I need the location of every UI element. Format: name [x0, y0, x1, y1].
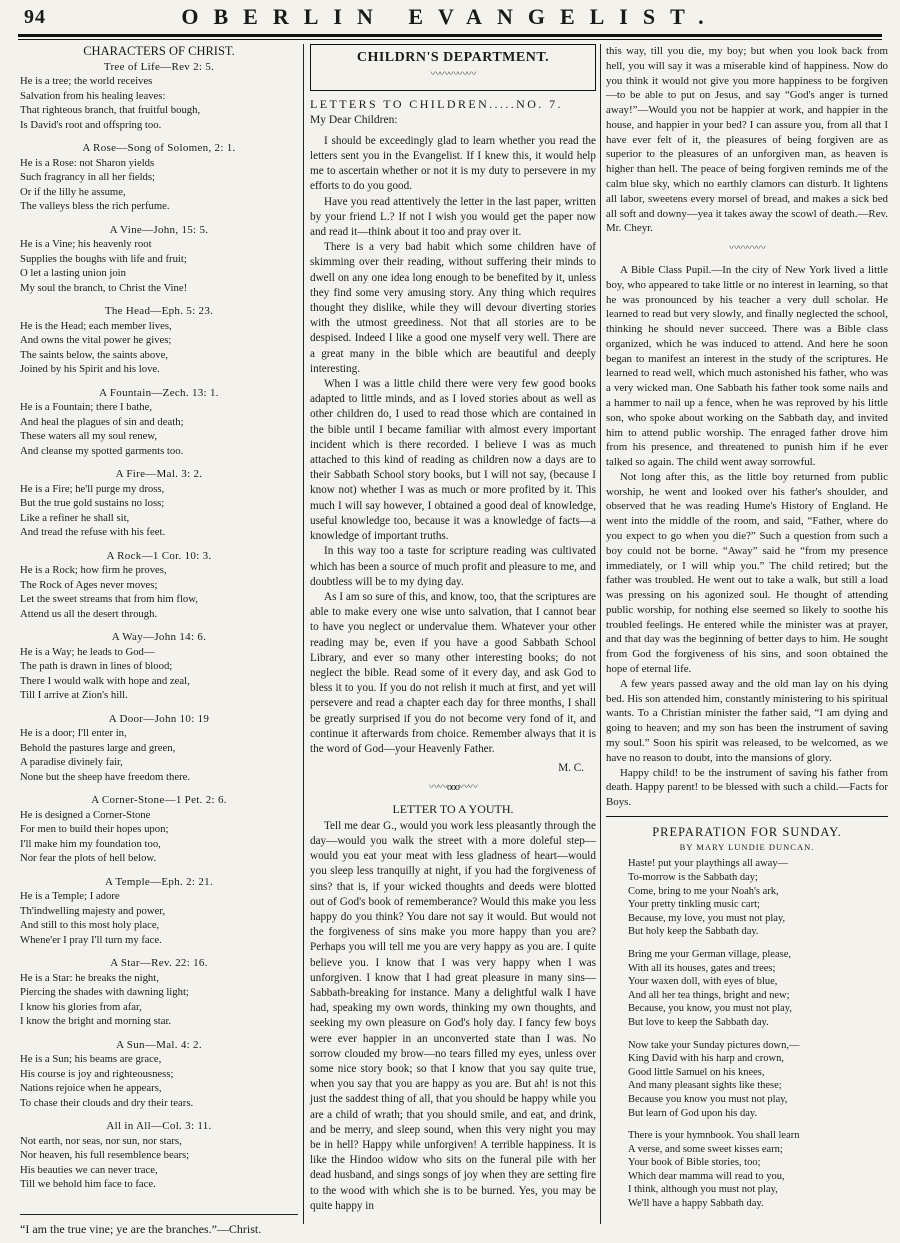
poem-line: I know his glories from afar, [20, 1000, 142, 1013]
poem-reference: A Door—John 10: 19 [108, 712, 210, 725]
poem-line: He is a Vine; his heavenly root [20, 238, 152, 250]
paragraph: In this way too a taste for scripture reading was cultivated which has been a source of much profit and pleasure to me, and doubtless will be to my dying day. [310, 545, 596, 588]
poem-reference: A Sun—Mal. 4: 2. [116, 1038, 202, 1051]
stanza [628, 948, 888, 1030]
youth-letter-body [310, 819, 596, 1214]
poem-line: Nor fear the plots of hell below. [20, 852, 157, 864]
stanza-line: But love to keep the Sabbath day. [628, 1016, 769, 1028]
preparation-author: BY MARY LUNDIE DUNCAN. [679, 841, 815, 852]
stanza-line: Now take your Sunday pictures down,— [628, 1039, 800, 1051]
poem-line: I know the bright and morning star. [20, 1015, 172, 1027]
poem-line: He is designed a Corner-Stone [20, 808, 151, 821]
poem-stanza [20, 712, 298, 785]
paragraph: There is a very bad habit which some children have of skimming over their reading, without suffering their minds to dwell on any one idea long enough to be benefited by it, unless they find some very amusing story. Any thing which requires thought they dislike, while they will devour diverting stories with the utmost greediness. Not that all stories are to be despised. Indeed I like a good one myself very well. There are a great many in the bible which are beautiful and deeply interesting. [310, 241, 596, 375]
stanza-line: Because, you know, you must not play, [628, 1003, 792, 1015]
signature: M. C. [558, 762, 584, 775]
poem-line: His beauties we can never trace, [20, 1163, 158, 1176]
paragraph: Have you read attentively the letter in the last paper, written by your friend L.? If not I wish you would get the paper now and read it—think about it too and pray over it. [310, 195, 596, 239]
stanza-line: I think, although you must not play, [628, 1184, 778, 1196]
poem-line: And still to this most holy place, [20, 919, 160, 931]
poem-line: Salvation from his healing leaves: [20, 89, 166, 102]
header-rule-thin [18, 39, 882, 40]
preparation-title: PREPARATION FOR SUNDAY. [652, 824, 842, 839]
stanza-line: Bring me your German village, please, [628, 948, 791, 960]
poem-line: Joined by his Spirit and his love. [20, 363, 160, 375]
paragraph: I should be exceedingly glad to learn whether you read the letters sent you in the Evangelist. If I knew this, it would help me to ascertain whether or not it is my duty to persevere in my efforts to do you good. [310, 134, 596, 193]
stanza [628, 1129, 888, 1211]
poem-line: None but the sheep have freedom there. [20, 770, 191, 783]
poem-stanza [20, 875, 298, 948]
poem-line: And tread the refuse with his feet. [20, 526, 166, 538]
footer-rule [20, 1214, 298, 1215]
preparation-poem [606, 816, 888, 1211]
poem-line: My soul the branch, to Christ the Vine! [20, 281, 188, 294]
poem-line: These waters all my soul renew, [20, 430, 158, 442]
stanza-line: Come, bring to me your Noah's ark, [628, 885, 779, 897]
column-poem [20, 44, 298, 1201]
poem-line: He is a door; I'll enter in, [20, 727, 127, 739]
page-number: 94 [24, 6, 46, 28]
poem-stanza [20, 793, 298, 866]
stanza-line: Your pretty tinkling music cart; [628, 899, 760, 911]
poem-stanza [20, 549, 298, 622]
poem-stanza [20, 467, 298, 540]
column-childrens [310, 44, 596, 1214]
paragraph: Not long after this, as the little boy returned from public worship, he went and looked over his father's shoulder, and observed that he was reading Hume's History of England. He went into the middle of the room, and said, “Father, where do you expect to go when you die?” Such a question from such a boy could not be borne. “Away” said he “from my presence immediately, or I will whip you.” The child retired; but the father was troubled. He went out to take a walk, but still a load was pressing on his agonized soul. He thought of attending public worship, for nothing else seemed so likely to soothe his troubled feelings. He entered while the minister was at prayer, and that day was the beginning of better days to him. He sought from God the forgiveness of his sins, and soon obtained the hope of eternal life. [606, 470, 888, 676]
ornament-divider: 〰〰〰〰 [729, 243, 765, 255]
poem-line: His course is joy and righteousness; [20, 1067, 174, 1080]
poem-title: CHARACTERS OF CHRIST. [83, 44, 235, 58]
poem-line: The valleys bless the rich perfume. [20, 200, 170, 212]
poem-reference: A Temple—Eph. 2: 21. [105, 875, 213, 888]
poem-stanza [20, 141, 298, 214]
page-header [0, 0, 900, 34]
poem-line: He is a Rock; how firm he proves, [20, 564, 167, 576]
poem-list [20, 60, 298, 1192]
poem-line: He is a Fountain; there I bathe, [20, 401, 153, 413]
poem-stanza [20, 956, 298, 1029]
poem-reference: A Way—John 14: 6. [111, 631, 207, 643]
stanza-line: But holy keep the Sabbath day. [628, 926, 759, 938]
poem-reference: Tree of Life—Rev 2: 5. [103, 60, 215, 73]
poem-line: Not earth, nor seas, nor sun, nor stars, [20, 1134, 182, 1147]
poem-line: Is David's root and offspring too. [20, 118, 162, 131]
poem-reference: A Rock—1 Cor. 10: 3. [106, 549, 212, 562]
poem-line: He is a Sun; his beams are grace, [20, 1053, 162, 1065]
continued-text: this way, till you die, my boy; but when you look back from hell, you will say it was a miserable kind of happiness. Now do you think it would not give you more happiness to be forgiven—to be able to put on Jesus, and say “God's anger is turned away!”—Would you not be happier at work, and happier in the house, and happier in your bed? I can assure you, from all that I have ever felt of it, the pleasures of being forgiven are as superior to the pleasures of an unforgiven man, as heaven is higher than hell. The peace of being forgiven reminds me of the calm blue sky, which no earthly clamors can disturb. It lightens all labor, sweetens every morsel of bread, and makes a sick bed all soft and downy—yea it takes away the scowl of death.—Rev. Mr. Cheyr. [606, 45, 888, 235]
stanza-line: With all its houses, gates and trees; [628, 962, 776, 974]
letter-heading: LETTERS TO CHILDREN.....NO. 7. [310, 97, 563, 112]
stanza-line: But learn of God upon his day. [628, 1107, 758, 1119]
header-rule [18, 34, 882, 37]
stanza-line: To-morrow is the Sabbath day; [628, 872, 758, 883]
poem-line: The Rock of Ages never moves; [20, 578, 158, 591]
stanza [628, 857, 888, 939]
poem-line: He is a Rose: not Sharon yields [20, 156, 155, 169]
stanza-line: Your waxen doll, with eyes of blue, [628, 976, 778, 988]
poem-line: For men to build their hopes upon; [20, 823, 169, 835]
salutation: My Dear Children: [310, 113, 398, 126]
poem-line: Nor heaven, his full resemblence bears; [20, 1149, 190, 1161]
stanza-line: Because you know you must not play, [628, 1093, 788, 1105]
poem-line: He is a Star: he breaks the night, [20, 971, 159, 984]
ornament-divider: 〰〰ooo〰〰 [429, 782, 477, 794]
stanza-line: And all her tea things, bright and new; [628, 989, 790, 1001]
paragraph: A few years passed away and the old man lay on his dying bed. His son attended him, constantly ministering to his spiritual wants. To a Christian minister the father said, “I am dying and going to heaven; and my son has been the instrument of saving my soul.” Soon his spirit was released, to be welcomed, as we have no reason to doubt, into the mansions of glory. [606, 677, 888, 764]
youth-letter-title: LETTER TO A YOUTH. [392, 801, 514, 816]
stanza-line: Your book of Bible stories, too; [628, 1157, 761, 1169]
poem-line: A paradise divinely fair, [20, 756, 123, 768]
stanza-list [606, 857, 888, 1210]
poem-line: Nations rejoice when he appears, [20, 1082, 162, 1094]
stanza-line: Because, my love, you must not play, [628, 912, 786, 924]
ornament-divider: 〰〰〰〰〰 [430, 69, 476, 81]
poem-reference: A Fire—Mal. 3: 2. [115, 468, 203, 480]
department-title: CHILDRN'S DEPARTMENT. [356, 50, 550, 65]
stanza-line: And many pleasant sights like these; [628, 1080, 782, 1092]
poem-line: He is a tree; the world receives [20, 75, 153, 87]
poem-line: Till I arrive at Zion's hill. [20, 689, 128, 701]
poem-line: The path is drawn in lines of blood; [20, 660, 173, 672]
stanza-line: King David with his harp and crown, [628, 1053, 785, 1065]
poem-line: And cleanse my spotted garments too. [20, 444, 184, 457]
poem-line: Th'indwelling majesty and power, [20, 904, 166, 917]
column-divider [303, 44, 304, 1224]
stanza-line: Good little Samuel on his knees, [628, 1066, 765, 1078]
poem-line: He is a Way; he leads to God— [20, 645, 155, 658]
stanza [628, 1039, 888, 1121]
bible-class-article [606, 263, 888, 810]
poem-reference: A Corner-Stone—1 Pet. 2: 6. [91, 794, 227, 806]
poem-line: Piercing the shades with dawning light; [20, 986, 189, 998]
poem-line: O let a lasting union join [20, 267, 126, 279]
poem-line: He is a Temple; I adore [20, 890, 120, 902]
poem-line: Behold the pastures large and green, [20, 741, 176, 754]
poem-line: But the true gold sustains no loss; [20, 497, 165, 509]
poem-line: Supplies the boughs with life and fruit; [20, 252, 187, 265]
column-footer-quote: “I am the true vine; ye are the branches.”—Christ. [20, 1222, 262, 1236]
poem-line: The saints below, the saints above, [20, 348, 169, 361]
paragraph: Tell me dear G., would you work less pleasantly through the day—would you walk the street with a more doleful step—would you eat your meat with less gladness of heart—would you sleep less tranquilly at night, if you had the forgiveness of sins? that is, if your wicked thoughts and deeds were blotted out of God's book of rememberance? Would this make you less happy do you think? You dare not say it would. But would not the forgiveness of sins make you more happy than you are? Perhaps you will tell me you are very happy as you are. I quite believe you. I know that I was very happy when I was unforgiven. I know that I had great pleasure in many sins—Sabbath-breaking for instance. Many a delightful walk I have had, speaking my own words, thinking my own thoughts, and seeking my own pleasure on God's holy day. I fancy few boys were ever happier in an unconverted state than I was. No sorrow clouded my brow—no tears filled my eyes, unless over some nice story book; so that I know that you say quite true, when you say that you are happy as you are. But ah! is not this just the saddest thing of all, that you should be happy while you are a child of wrath; that you should smile, and eat, and drink, and be merry, and sleep sound, when this very night you may be in hell? Happy while unforgiven! A terrible happiness. It is like the Hindoo widow who sits on the funeral pile with her dead husband, and sings songs of joy when they are setting fire to the wood with which she is to be burned. Yes, you may be quite happy in [310, 819, 596, 1212]
poem-line: And heal the plagues of sin and death; [20, 415, 184, 428]
paragraph: When I was a little child there were very few good books adapted to little minds, and as I loved stories about as well as other children do, I used to read those which are contained in the bible until I became familiar with almost every important incident which is there recorded. I believe I was as much attached to this kind of reading as children now a days are to their Sabbath School story books, but I will not say, (because I know not) whether I was as much or more profited by it. This much I will say however, I obtained a good deal of knowledge, useful knowledge too, because it was a knowledge of facts—a knowledge of important truths. [310, 378, 596, 543]
poem-line: Attend us all the desert through. [20, 607, 158, 620]
stanza-line: Which dear mamma will read to you, [628, 1170, 785, 1182]
poem-line: Like a refiner he shall sit, [20, 511, 130, 524]
poem-reference: A Star—Rev. 22: 16. [110, 957, 208, 969]
poem-reference: A Vine—John, 15: 5. [109, 223, 209, 236]
poem-line: He is a Fire; he'll purge my dross, [20, 482, 165, 495]
poem-line: Let the sweet streams that from him flow, [20, 593, 198, 605]
poem-line: I'll make him my foundation too, [20, 837, 161, 850]
poem-stanza [20, 1119, 298, 1192]
poem-stanza [20, 60, 298, 133]
poem-reference: A Fountain—Zech. 13: 1. [99, 386, 219, 399]
poem-line: To chase their clouds and dry their tears. [20, 1096, 194, 1109]
masthead-title: OBERLIN EVANGELIST. [181, 4, 719, 29]
poem-reference: A Rose—Song of Solomen, 2: 1. [82, 142, 236, 154]
poem-line: There I would walk with hope and zeal, [20, 674, 190, 687]
poem-reference: The Head—Eph. 5: 23. [104, 305, 214, 317]
poem-line: Whene'er I pray I'll turn my face. [20, 933, 162, 946]
paragraph: As I am so sure of this, and know, too, that the scriptures are able to make every one wise unto salvation, that I cannot bear to have you neglect or undervalue them. Whatever your other reading may be, even if you have a good Sabbath School Library, and ever so many other interesting books; do not neglect the bible. Read some of it every day, and ask God to bless it to you. If you do not relish it much at first, and yet will persevere and read a chapter each day for three months, I shall be greatly surprised if you do not become very fond of it, and continue it afterwards from choice. Remember always that it is the word of God—your Heavenly Father. [310, 590, 596, 755]
poem-stanza [20, 304, 298, 377]
column-stories [606, 44, 888, 1220]
poem-stanza [20, 386, 298, 459]
stanza-line: A verse, and some sweet kisses earn; [628, 1143, 783, 1155]
stanza-line: There is your hymnbook. You shall learn [628, 1130, 800, 1142]
poem-line: He is the Head; each member lives, [20, 319, 172, 332]
stanza-line: Haste! put your playthings all away— [628, 858, 789, 870]
poem-reference: All in All—Col. 3: 11. [106, 1120, 212, 1132]
department-header [310, 44, 596, 91]
poem-line: Or if the lilly he assume, [20, 185, 126, 198]
poem-stanza [20, 1038, 298, 1111]
column-divider [600, 44, 601, 1224]
paragraph: A Bible Class Pupil.—In the city of New York lived a little boy, who appeared to take little or no interest in learning, so that he was pronounced by his teacher a very dull scholar. He learned to read but very slowly, and finally neglected the school, thinking he should never succeed. There was a Bible class organized, which he was induced to attend. And here he soon began to manifest an interest in the study of the scriptures. He learned to read well, which much astonished his father, who was a very wicked man. One Sabbath his father took some nails and a hammer to nail up a fence, when he was reproved by his little son, who spoke about working on the Sabbath day, and invited him to attend public worship. The enraged father drove him from his presence, and threatened to punish him if he ever talked so again. The child went away sorrowful. [606, 263, 888, 469]
poem-line: That righteous branch, that fruitful bough, [20, 104, 201, 116]
letter-body [310, 134, 596, 757]
paragraph: Happy child! to be the instrument of saving his father from death. Happy parent! to be blessed with such a child.—Facts for Boys. [606, 766, 888, 809]
poem-line: Till we behold him face to face. [20, 1178, 156, 1190]
poem-stanza [20, 223, 298, 296]
poem-stanza [20, 630, 298, 703]
stanza-line: We'll have a happy Sabbath day. [628, 1198, 764, 1210]
poem-line: And owns the vital power he gives; [20, 334, 172, 346]
poem-line: Such fragrancy in all her fields; [20, 171, 156, 183]
